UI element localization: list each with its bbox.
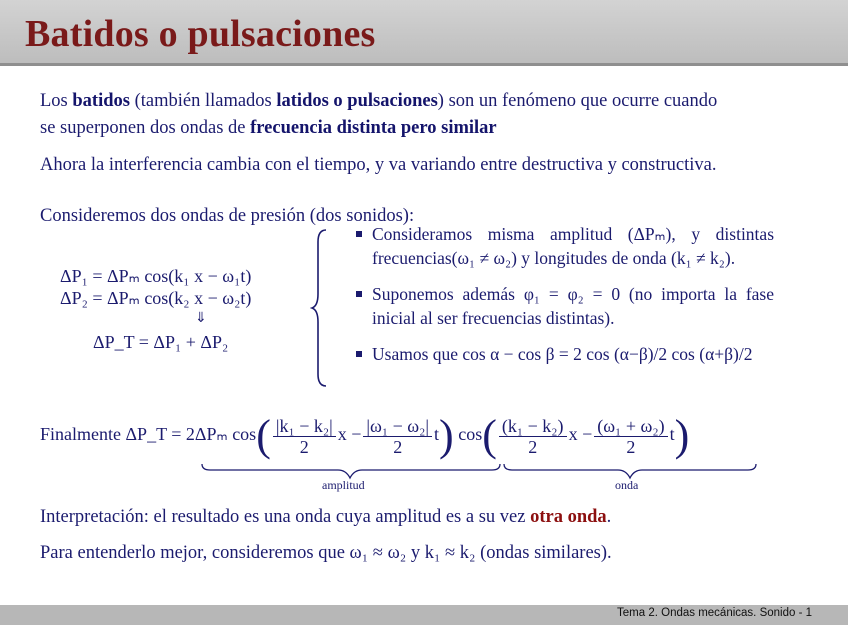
bullet-icon: [356, 291, 362, 297]
onda-label: onda: [615, 478, 639, 492]
bullet-icon: [356, 351, 362, 357]
final-t-2: t: [669, 424, 675, 445]
final-t-1: t: [434, 424, 440, 445]
bullet-text: Usamos que cos α − cos β = 2 cos (α−β)/2 cos (α+β)/2: [372, 344, 753, 364]
list-item: [354, 282, 774, 330]
footer-text: Tema 2. Ondas mecánicas. Sonido - 1: [617, 607, 812, 619]
intro-text-e: ) son un fenómeno que ocurre cuando: [437, 91, 718, 111]
fraction-numerator: (k₁ − k₂): [499, 416, 567, 437]
term-frecuencia: frecuencia distinta pero similar: [250, 118, 497, 138]
term-otra-onda: otra onda: [530, 507, 607, 527]
fraction-numerator: |ω₁ − ω₂|: [363, 416, 432, 437]
fraction-denominator: 2: [393, 436, 403, 457]
underbraces-icon: [200, 462, 760, 482]
implies-arrow-icon: ⇓: [195, 311, 207, 326]
consider-paragraph: Consideremos dos ondas de presión (dos sonidos):: [40, 206, 415, 226]
fraction-denominator: 2: [528, 436, 538, 457]
amplitud-label: amplitud: [322, 478, 365, 492]
list-item: [354, 342, 774, 366]
final-equation: [40, 411, 690, 460]
fraction-omega: [363, 416, 432, 457]
fraction-numerator: (ω₁ + ω₂): [594, 416, 667, 437]
equation-dpt: ΔP_T = ΔP₁ + ΔP₂: [93, 332, 229, 352]
closing-paragraph: Para entenderlo mejor, consideremos que ω₁ ≈ ω₂ y k₁ ≈ k₂ (ondas similares).: [40, 543, 612, 563]
bullet-text: Consideramos misma amplitud (ΔPₘ), y distintas frecuencias(ω₁ ≠ ω₂) y longitudes de onda (k₁ ≠ k₂).: [372, 224, 774, 268]
paren-open-icon: (: [482, 411, 497, 460]
title-bar: [0, 0, 848, 66]
interp-text-a: Interpretación: el resultado es una onda cuya amplitud es a su vez: [40, 507, 531, 527]
intro-text-c: (también llamados: [129, 91, 277, 111]
footer-bar: [0, 605, 848, 625]
paren-close-icon: ): [439, 411, 454, 460]
intro-text-f: se superponen dos ondas de: [40, 118, 251, 138]
final-cos: cos: [458, 424, 483, 445]
equation-dp1: ΔP₁ = ΔPₘ cos(k₁ x − ω₁t): [60, 266, 252, 286]
intro-paragraph: [40, 88, 717, 142]
fraction-numerator: |k₁ − k₂|: [273, 416, 336, 437]
fraction-k: [273, 416, 336, 457]
interp-text-c: .: [606, 507, 612, 527]
fraction-denominator: 2: [299, 436, 309, 457]
paren-open-icon: (: [256, 411, 271, 460]
bullet-text: Suponemos además φ₁ = φ₂ = 0 (no importa la fase inicial al ser frecuencias distintas).: [372, 284, 774, 328]
list-item: [354, 222, 774, 270]
fraction-omega2: [594, 416, 667, 457]
interpretation-paragraph: [40, 504, 611, 531]
left-brace-icon: [310, 228, 330, 388]
fraction-denominator: 2: [626, 436, 636, 457]
term-batidos: batidos: [72, 91, 130, 111]
paren-close-icon: ): [674, 411, 690, 460]
term-latidos: latidos o pulsaciones: [276, 91, 438, 111]
slide-title: Batidos o pulsaciones: [25, 13, 376, 55]
assumptions-list: [354, 222, 774, 378]
equation-dp2: ΔP₂ = ΔPₘ cos(k₂ x − ω₂t): [60, 288, 252, 308]
final-mid-2: x −: [568, 424, 593, 445]
bullet-icon: [356, 231, 362, 237]
intro-text-a: Los: [40, 91, 73, 111]
fraction-k2: [499, 416, 567, 457]
final-mid-1: x −: [337, 424, 362, 445]
final-lead: Finalmente ΔP_T = 2ΔPₘ cos: [40, 424, 257, 445]
interference-paragraph: Ahora la interferencia cambia con el tiempo, y va variando entre destructiva y constructiva.: [40, 155, 717, 175]
